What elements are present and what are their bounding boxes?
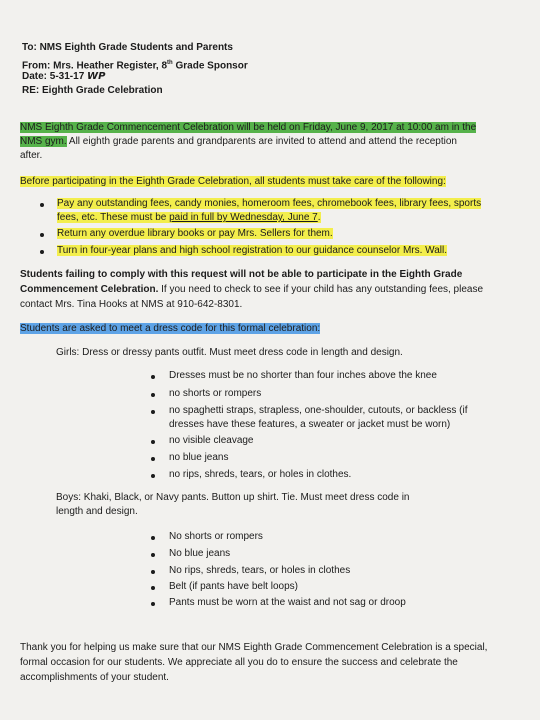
closing-line-1: Thank you for helping us make sure that our NMS Eighth Grade Commencement Celebration is a special, — [20, 642, 488, 653]
requirement-registration-highlight: Turn in four-year plans and high school registration to our guidance counselor Mrs. Wall. — [57, 245, 448, 256]
boys-intro-line-1: Boys: Khaki, Black, or Navy pants. Button up shirt. Tie. Must meet dress code in — [56, 492, 410, 503]
handwritten-initials: WP — [87, 71, 106, 82]
requirement-fees-text: fees, etc. These must be — [57, 212, 170, 223]
warning-line-1: Students failing to comply with this request will not be able to participate in the Eighth Grade — [20, 269, 463, 280]
requirement-library — [57, 227, 333, 241]
requirement-registration — [57, 244, 447, 258]
memo-date — [22, 70, 105, 84]
dress-code-heading-highlight: Students are asked to meet a dress code for this formal celebration: — [20, 323, 321, 334]
bullet-icon — [151, 457, 155, 461]
intro-line-3: after. — [20, 150, 43, 161]
bullet-icon — [151, 474, 155, 478]
boys-item: No blue jeans — [169, 548, 231, 559]
bullet-icon — [151, 570, 155, 574]
memo-from-text: From: Mrs. Heather Register, 8 — [22, 60, 168, 72]
requirement-library-highlight: Return any overdue library books or pay Mrs. Sellers for them. — [57, 228, 333, 239]
memo-from-role: Grade Sponsor — [172, 60, 248, 72]
bullet-icon — [151, 410, 155, 414]
warning-bold: Commencement Celebration. — [20, 284, 159, 295]
memo-to: To: NMS Eighth Grade Students and Parents — [22, 42, 233, 53]
bullet-icon — [151, 440, 155, 444]
intro-line-2-rest: All eighth grade parents and grandparents are invited to attend and attend the reception — [66, 136, 457, 147]
requirement-fees-line-2 — [57, 211, 321, 225]
intro-line-2 — [20, 135, 457, 149]
girls-item-continued: dresses have these features, a sweater or jacket must be worn) — [169, 419, 451, 430]
closing-line-3: accomplishments of your student. — [20, 672, 169, 683]
bullet-icon — [40, 250, 44, 254]
boys-item: No rips, shreds, tears, or holes in clothes — [169, 565, 351, 576]
bullet-icon — [151, 536, 155, 540]
bullet-icon — [151, 553, 155, 557]
boys-item: No shorts or rompers — [169, 531, 263, 542]
requirement-fees-line-1 — [57, 197, 481, 211]
intro-highlight: NMS Eighth Grade Commencement Celebration will be held on Friday, June 9, 2017 at 10:00 am in the — [20, 122, 477, 133]
girls-item: no visible cleavage — [169, 435, 254, 446]
bullet-icon — [151, 375, 155, 379]
intro-highlight-location: NMS gym. — [20, 136, 67, 147]
bullet-icon — [151, 393, 155, 397]
memo-date-text: Date: 5-31-17 — [22, 71, 85, 82]
requirement-fees-highlight: Pay any outstanding fees, candy monies, homeroom fees, chromebook fees, library fees, sports — [57, 198, 482, 209]
requirements-heading — [20, 175, 446, 189]
dress-code-heading — [20, 322, 320, 336]
girls-item: Dresses must be no shorter than four inches above the knee — [169, 370, 437, 381]
bullet-icon — [40, 233, 44, 237]
girls-item: no rips, shreds, tears, or holes in clothes. — [169, 469, 352, 480]
bullet-icon — [151, 602, 155, 606]
warning-line-3: contact Mrs. Tina Hooks at NMS at 910-642-8301. — [20, 299, 243, 310]
girls-item: no spaghetti straps, strapless, one-shoulder, cutouts, or backless (if — [169, 405, 468, 416]
boys-intro-line-2: length and design. — [56, 506, 138, 517]
closing-line-2: formal occasion for our students. We appreciate all you do to ensure the success and celebrate the — [20, 657, 458, 668]
boys-item: Pants must be worn at the waist and not sag or droop — [169, 597, 406, 608]
requirements-heading-highlight: Before participating in the Eighth Grade Celebration, all students must take care of the following: — [20, 176, 446, 187]
warning-rest: If you need to check to see if your child has any outstanding fees, please — [158, 284, 484, 295]
memo-re: RE: Eighth Grade Celebration — [22, 85, 163, 96]
requirement-fees-highlight-2 — [57, 212, 321, 223]
girls-item: no shorts or rompers — [169, 388, 262, 399]
bullet-icon — [40, 203, 44, 207]
girls-intro: Girls: Dress or dressy pants outfit. Must meet dress code in length and design. — [56, 347, 403, 358]
bullet-icon — [151, 586, 155, 590]
girls-item: no blue jeans — [169, 452, 229, 463]
warning-line-2 — [20, 283, 483, 297]
memo-from-superscript: th — [167, 60, 173, 66]
boys-item: Belt (if pants have belt loops) — [169, 581, 298, 592]
intro-line-1 — [20, 121, 476, 135]
requirement-fees-period: . — [317, 212, 321, 223]
requirement-fees-deadline: paid in full by Wednesday, June 7 — [169, 212, 318, 223]
